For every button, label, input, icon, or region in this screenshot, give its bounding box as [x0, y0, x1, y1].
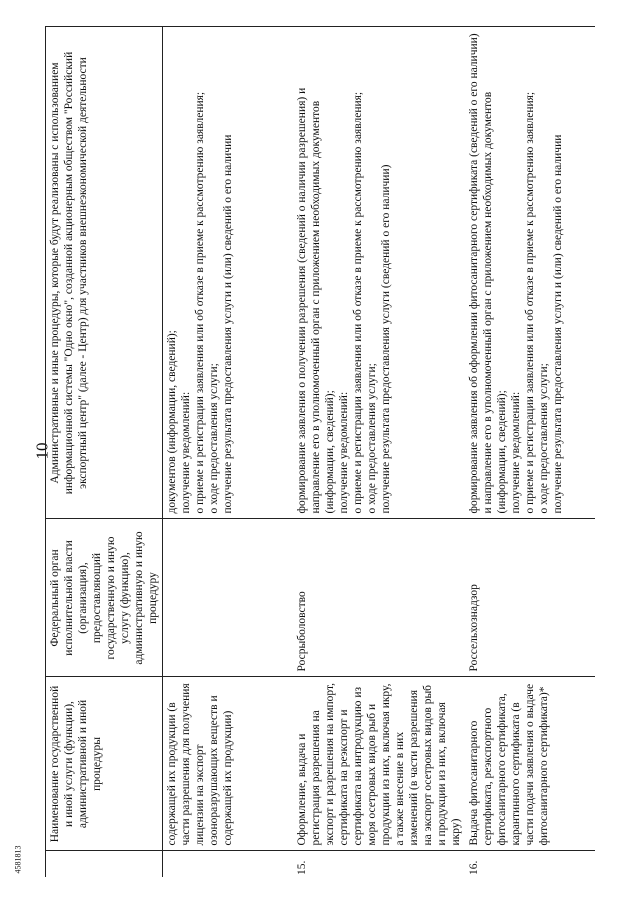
procedure-line: получение результата предоставления услуги и (или) сведений о его наличии — [222, 134, 234, 514]
procedure-line: формирование заявления о получении разрешения (сведений о наличии разрешения) и направление его в уполномоченный орган с приложением необходимых документов (информации, сведений); — [295, 87, 336, 514]
procedure-line: о ходе предоставления услуги; — [365, 363, 378, 514]
document-code: 4581813 — [13, 845, 23, 874]
table-row — [465, 27, 596, 877]
procedure-line: формирование заявления об оформлении фитосанитарного сертификата (сведений о его наличии) и направление его в уполномоченный орган с приложением необходимых документов (информации, сведений); — [467, 33, 508, 514]
procedure-line: получение результата предоставления услуги и (или) сведений о его наличии — [551, 134, 564, 514]
header-service-name: Наименование государственной и иной услуги (функции), административной и иной процедуры — [46, 677, 163, 851]
procedure-line: о приеме и регистрации заявления или об отказе в приеме к рассмотрению заявления; — [194, 91, 206, 514]
row-number: 15. — [295, 860, 308, 875]
header-number — [46, 851, 163, 877]
procedures-cell — [293, 27, 465, 519]
table-header-row — [46, 27, 163, 877]
page-number: 10 — [32, 442, 52, 460]
federal-organ: Россельхознадзор — [465, 519, 596, 677]
service-name: Оформление, выдача и регистрация разрешения на экспорт и разрешения на импорт, сертификата на реэкспорт и сертификата на интродукцию из моря осетровых видов рыб и продукции из них, включая икру, а также внесение в них изменений (в части разрешения на экспорт осетровых видов рыб и продукции из них, включая икру) — [293, 677, 465, 851]
federal-organ: Росрыболовство — [293, 519, 465, 677]
services-table — [45, 27, 595, 878]
rotated-page-content — [45, 27, 595, 877]
header-procedures: Административные и иные процедуры, которые будут реализованы с использованием информационной системы "Одно окно", созданной акционерным обществом "Российский экспортный центр" (далее - Центр) для участников внешнеэкономической деятельности — [46, 27, 163, 519]
procedure-line: получение уведомлений: — [509, 391, 522, 514]
procedure-line: получение уведомлений: — [337, 391, 350, 514]
procedure-line: о ходе предоставления услуги; — [208, 363, 220, 514]
procedure-line: получение уведомлений: — [180, 391, 192, 514]
procedure-line: получение результата предоставления услуги (сведений о его наличии) — [379, 164, 392, 514]
procedure-line: о приеме и регистрации заявления или об отказе в приеме к рассмотрению заявления; — [351, 91, 364, 514]
procedures-cell — [465, 27, 596, 519]
header-federal-organ: Федеральный орган исполнительной власти (организация), предоставляющий государственную и иную услугу (функцию), административную и иную процедуру — [46, 519, 163, 677]
service-name: Выдача фитосанитарного сертификата, реэкспортного фитосанитарного сертификата, карантинного сертификата (в части подачи заявления о выдаче фитосанитарного сертификата)* — [465, 677, 596, 851]
service-name: содержащей их продукции (в части разрешения для получения лицензии на экспорт озоноразрушающих веществ и содержащей их продукции) — [163, 677, 293, 851]
procedure-line: о приеме и регистрации заявления или об отказе в приеме к рассмотрению заявления; — [523, 91, 536, 514]
procedure-line: о ходе предоставления услуги; — [537, 363, 550, 514]
procedure-line: документов (информации, сведений); — [166, 330, 178, 514]
table-row — [163, 27, 293, 877]
row-number: 16. — [467, 860, 480, 875]
procedures-cell — [163, 27, 293, 519]
federal-organ — [163, 519, 293, 677]
row-number — [163, 851, 293, 877]
table-row — [293, 27, 465, 877]
